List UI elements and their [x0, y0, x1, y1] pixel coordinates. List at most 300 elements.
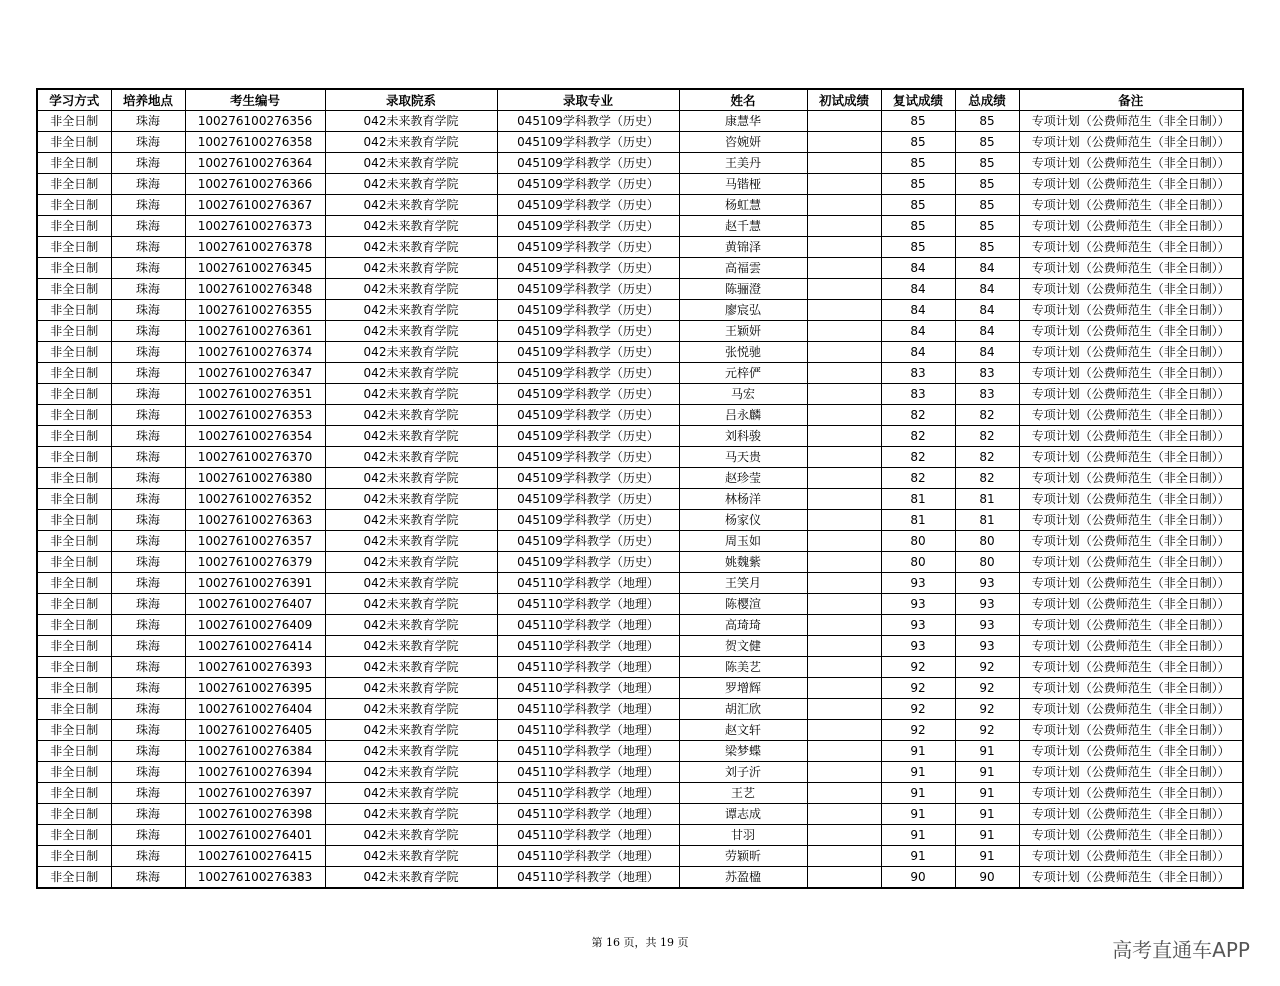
- cell-total-score: 82: [955, 447, 1019, 468]
- cell-prelim-score: [807, 153, 881, 174]
- cell-candidate-id: 100276100276374: [185, 342, 325, 363]
- cell-major: 045109学科教学（历史）: [497, 153, 679, 174]
- cell-name: 马宏: [679, 384, 807, 405]
- admission-table: [36, 88, 1244, 889]
- column-header-name: 姓名: [679, 89, 807, 111]
- cell-name: 刘科骏: [679, 426, 807, 447]
- cell-remarks: 专项计划（公费师范生（非全日制））: [1019, 573, 1243, 594]
- cell-location: 珠海: [111, 153, 185, 174]
- cell-retest-score: 84: [881, 300, 955, 321]
- cell-total-score: 80: [955, 531, 1019, 552]
- cell-location: 珠海: [111, 258, 185, 279]
- cell-department: 042未来教育学院: [325, 258, 497, 279]
- table-row: [37, 846, 1243, 867]
- cell-department: 042未来教育学院: [325, 531, 497, 552]
- cell-department: 042未来教育学院: [325, 573, 497, 594]
- table-row: [37, 258, 1243, 279]
- cell-study-mode: 非全日制: [37, 300, 111, 321]
- cell-name: 刘子沂: [679, 762, 807, 783]
- cell-remarks: 专项计划（公费师范生（非全日制））: [1019, 174, 1243, 195]
- cell-name: 元梓俨: [679, 363, 807, 384]
- cell-retest-score: 84: [881, 321, 955, 342]
- cell-total-score: 92: [955, 720, 1019, 741]
- cell-department: 042未来教育学院: [325, 762, 497, 783]
- table-row: [37, 573, 1243, 594]
- table-row: [37, 447, 1243, 468]
- cell-remarks: 专项计划（公费师范生（非全日制））: [1019, 468, 1243, 489]
- cell-major: 045110学科教学（地理）: [497, 741, 679, 762]
- cell-name: 贺文健: [679, 636, 807, 657]
- column-header-candidate-id: 考生编号: [185, 89, 325, 111]
- cell-prelim-score: [807, 279, 881, 300]
- table-row: [37, 699, 1243, 720]
- table-row: [37, 615, 1243, 636]
- cell-major: 045109学科教学（历史）: [497, 300, 679, 321]
- cell-department: 042未来教育学院: [325, 363, 497, 384]
- cell-total-score: 83: [955, 363, 1019, 384]
- cell-department: 042未来教育学院: [325, 741, 497, 762]
- cell-candidate-id: 100276100276394: [185, 762, 325, 783]
- cell-name: 王艺: [679, 783, 807, 804]
- cell-total-score: 85: [955, 153, 1019, 174]
- cell-department: 042未来教育学院: [325, 426, 497, 447]
- cell-candidate-id: 100276100276409: [185, 615, 325, 636]
- cell-candidate-id: 100276100276353: [185, 405, 325, 426]
- cell-location: 珠海: [111, 447, 185, 468]
- table-row: [37, 300, 1243, 321]
- cell-candidate-id: 100276100276354: [185, 426, 325, 447]
- table-row: [37, 762, 1243, 783]
- cell-study-mode: 非全日制: [37, 636, 111, 657]
- cell-department: 042未来教育学院: [325, 321, 497, 342]
- cell-location: 珠海: [111, 405, 185, 426]
- cell-candidate-id: 100276100276379: [185, 552, 325, 573]
- cell-name: 林杨洋: [679, 489, 807, 510]
- cell-candidate-id: 100276100276380: [185, 468, 325, 489]
- cell-candidate-id: 100276100276405: [185, 720, 325, 741]
- cell-study-mode: 非全日制: [37, 405, 111, 426]
- cell-location: 珠海: [111, 489, 185, 510]
- cell-candidate-id: 100276100276345: [185, 258, 325, 279]
- cell-total-score: 85: [955, 174, 1019, 195]
- cell-total-score: 91: [955, 804, 1019, 825]
- cell-prelim-score: [807, 447, 881, 468]
- cell-candidate-id: 100276100276383: [185, 867, 325, 889]
- cell-retest-score: 92: [881, 720, 955, 741]
- cell-retest-score: 83: [881, 384, 955, 405]
- cell-department: 042未来教育学院: [325, 342, 497, 363]
- cell-retest-score: 85: [881, 111, 955, 132]
- cell-major: 045109学科教学（历史）: [497, 447, 679, 468]
- cell-location: 珠海: [111, 573, 185, 594]
- cell-study-mode: 非全日制: [37, 279, 111, 300]
- cell-study-mode: 非全日制: [37, 846, 111, 867]
- cell-prelim-score: [807, 573, 881, 594]
- cell-prelim-score: [807, 720, 881, 741]
- table-row: [37, 678, 1243, 699]
- table-row: [37, 237, 1243, 258]
- cell-study-mode: 非全日制: [37, 552, 111, 573]
- cell-remarks: 专项计划（公费师范生（非全日制））: [1019, 279, 1243, 300]
- cell-remarks: 专项计划（公费师范生（非全日制））: [1019, 111, 1243, 132]
- cell-major: 045109学科教学（历史）: [497, 258, 679, 279]
- cell-candidate-id: 100276100276378: [185, 237, 325, 258]
- cell-study-mode: 非全日制: [37, 258, 111, 279]
- cell-retest-score: 93: [881, 636, 955, 657]
- cell-study-mode: 非全日制: [37, 867, 111, 889]
- cell-candidate-id: 100276100276391: [185, 573, 325, 594]
- cell-total-score: 84: [955, 321, 1019, 342]
- cell-study-mode: 非全日制: [37, 825, 111, 846]
- cell-location: 珠海: [111, 825, 185, 846]
- cell-prelim-score: [807, 342, 881, 363]
- cell-remarks: 专项计划（公费师范生（非全日制））: [1019, 195, 1243, 216]
- cell-prelim-score: [807, 489, 881, 510]
- cell-retest-score: 92: [881, 699, 955, 720]
- table-row: [37, 720, 1243, 741]
- cell-location: 珠海: [111, 279, 185, 300]
- cell-major: 045110学科教学（地理）: [497, 846, 679, 867]
- cell-location: 珠海: [111, 363, 185, 384]
- cell-total-score: 84: [955, 342, 1019, 363]
- cell-name: 黄锦泽: [679, 237, 807, 258]
- table-row: [37, 384, 1243, 405]
- cell-remarks: 专项计划（公费师范生（非全日制））: [1019, 405, 1243, 426]
- cell-study-mode: 非全日制: [37, 594, 111, 615]
- cell-name: 高福雲: [679, 258, 807, 279]
- cell-location: 珠海: [111, 531, 185, 552]
- table-row: [37, 195, 1243, 216]
- cell-total-score: 85: [955, 216, 1019, 237]
- cell-department: 042未来教育学院: [325, 720, 497, 741]
- cell-location: 珠海: [111, 720, 185, 741]
- cell-candidate-id: 100276100276351: [185, 384, 325, 405]
- cell-major: 045109学科教学（历史）: [497, 363, 679, 384]
- cell-name: 陈骊澄: [679, 279, 807, 300]
- cell-total-score: 84: [955, 279, 1019, 300]
- cell-location: 珠海: [111, 174, 185, 195]
- cell-total-score: 81: [955, 489, 1019, 510]
- cell-retest-score: 84: [881, 258, 955, 279]
- column-header-total-score: 总成绩: [955, 89, 1019, 111]
- cell-remarks: 专项计划（公费师范生（非全日制））: [1019, 867, 1243, 889]
- cell-study-mode: 非全日制: [37, 657, 111, 678]
- table-row: [37, 216, 1243, 237]
- cell-department: 042未来教育学院: [325, 405, 497, 426]
- cell-candidate-id: 100276100276363: [185, 510, 325, 531]
- cell-prelim-score: [807, 867, 881, 889]
- cell-study-mode: 非全日制: [37, 384, 111, 405]
- cell-location: 珠海: [111, 867, 185, 889]
- column-header-department: 录取院系: [325, 89, 497, 111]
- cell-study-mode: 非全日制: [37, 321, 111, 342]
- cell-prelim-score: [807, 741, 881, 762]
- cell-remarks: 专项计划（公费师范生（非全日制））: [1019, 552, 1243, 573]
- cell-name: 赵珍莹: [679, 468, 807, 489]
- watermark-text: 高考直通车APP: [1112, 938, 1250, 962]
- cell-remarks: 专项计划（公费师范生（非全日制））: [1019, 447, 1243, 468]
- cell-remarks: 专项计划（公费师范生（非全日制））: [1019, 237, 1243, 258]
- cell-prelim-score: [807, 216, 881, 237]
- cell-total-score: 81: [955, 510, 1019, 531]
- cell-name: 赵千慧: [679, 216, 807, 237]
- cell-location: 珠海: [111, 300, 185, 321]
- cell-name: 姚魏紫: [679, 552, 807, 573]
- cell-candidate-id: 100276100276364: [185, 153, 325, 174]
- cell-study-mode: 非全日制: [37, 783, 111, 804]
- cell-retest-score: 83: [881, 363, 955, 384]
- cell-candidate-id: 100276100276357: [185, 531, 325, 552]
- cell-retest-score: 85: [881, 174, 955, 195]
- table-row: [37, 741, 1243, 762]
- cell-location: 珠海: [111, 237, 185, 258]
- cell-name: 咨婉妍: [679, 132, 807, 153]
- cell-name: 康慧华: [679, 111, 807, 132]
- cell-prelim-score: [807, 363, 881, 384]
- cell-remarks: 专项计划（公费师范生（非全日制））: [1019, 132, 1243, 153]
- cell-department: 042未来教育学院: [325, 447, 497, 468]
- cell-major: 045109学科教学（历史）: [497, 132, 679, 153]
- column-header-prelim-score: 初试成绩: [807, 89, 881, 111]
- cell-prelim-score: [807, 657, 881, 678]
- cell-total-score: 82: [955, 426, 1019, 447]
- cell-prelim-score: [807, 531, 881, 552]
- cell-retest-score: 82: [881, 447, 955, 468]
- cell-major: 045109学科教学（历史）: [497, 321, 679, 342]
- cell-total-score: 93: [955, 594, 1019, 615]
- cell-major: 045109学科教学（历史）: [497, 468, 679, 489]
- cell-total-score: 92: [955, 699, 1019, 720]
- cell-retest-score: 85: [881, 153, 955, 174]
- cell-total-score: 91: [955, 741, 1019, 762]
- cell-department: 042未来教育学院: [325, 468, 497, 489]
- cell-total-score: 85: [955, 111, 1019, 132]
- cell-retest-score: 85: [881, 132, 955, 153]
- cell-department: 042未来教育学院: [325, 174, 497, 195]
- cell-location: 珠海: [111, 510, 185, 531]
- cell-retest-score: 91: [881, 762, 955, 783]
- cell-prelim-score: [807, 615, 881, 636]
- cell-retest-score: 93: [881, 615, 955, 636]
- cell-retest-score: 91: [881, 846, 955, 867]
- cell-name: 杨虹慧: [679, 195, 807, 216]
- cell-major: 045109学科教学（历史）: [497, 237, 679, 258]
- table-row: [37, 111, 1243, 132]
- column-header-location: 培养地点: [111, 89, 185, 111]
- cell-location: 珠海: [111, 741, 185, 762]
- cell-name: 梁梦蝶: [679, 741, 807, 762]
- cell-candidate-id: 100276100276358: [185, 132, 325, 153]
- cell-major: 045110学科教学（地理）: [497, 615, 679, 636]
- cell-department: 042未来教育学院: [325, 804, 497, 825]
- cell-major: 045109学科教学（历史）: [497, 111, 679, 132]
- cell-candidate-id: 100276100276367: [185, 195, 325, 216]
- cell-major: 045109学科教学（历史）: [497, 342, 679, 363]
- header-row: [37, 89, 1243, 111]
- cell-candidate-id: 100276100276356: [185, 111, 325, 132]
- table-row: [37, 468, 1243, 489]
- cell-major: 045110学科教学（地理）: [497, 657, 679, 678]
- cell-name: 王颖妍: [679, 321, 807, 342]
- cell-total-score: 92: [955, 657, 1019, 678]
- table-header: [37, 89, 1243, 111]
- cell-remarks: 专项计划（公费师范生（非全日制））: [1019, 531, 1243, 552]
- cell-total-score: 83: [955, 384, 1019, 405]
- cell-location: 珠海: [111, 636, 185, 657]
- cell-total-score: 85: [955, 195, 1019, 216]
- cell-major: 045110学科教学（地理）: [497, 783, 679, 804]
- cell-study-mode: 非全日制: [37, 720, 111, 741]
- cell-department: 042未来教育学院: [325, 594, 497, 615]
- cell-location: 珠海: [111, 846, 185, 867]
- cell-study-mode: 非全日制: [37, 195, 111, 216]
- table-row: [37, 594, 1243, 615]
- cell-remarks: 专项计划（公费师范生（非全日制））: [1019, 762, 1243, 783]
- cell-study-mode: 非全日制: [37, 342, 111, 363]
- cell-major: 045109学科教学（历史）: [497, 426, 679, 447]
- cell-retest-score: 93: [881, 573, 955, 594]
- table-row: [37, 489, 1243, 510]
- cell-location: 珠海: [111, 426, 185, 447]
- cell-name: 甘羽: [679, 825, 807, 846]
- cell-remarks: 专项计划（公费师范生（非全日制））: [1019, 825, 1243, 846]
- cell-department: 042未来教育学院: [325, 237, 497, 258]
- cell-major: 045110学科教学（地理）: [497, 804, 679, 825]
- table-row: [37, 321, 1243, 342]
- table-row: [37, 363, 1243, 384]
- table-row: [37, 153, 1243, 174]
- cell-department: 042未来教育学院: [325, 678, 497, 699]
- cell-remarks: 专项计划（公费师范生（非全日制））: [1019, 741, 1243, 762]
- cell-department: 042未来教育学院: [325, 846, 497, 867]
- cell-study-mode: 非全日制: [37, 153, 111, 174]
- cell-major: 045110学科教学（地理）: [497, 867, 679, 889]
- cell-department: 042未来教育学院: [325, 153, 497, 174]
- table-row: [37, 426, 1243, 447]
- cell-retest-score: 85: [881, 237, 955, 258]
- cell-candidate-id: 100276100276407: [185, 594, 325, 615]
- cell-department: 042未来教育学院: [325, 279, 497, 300]
- cell-name: 苏盈楹: [679, 867, 807, 889]
- cell-study-mode: 非全日制: [37, 489, 111, 510]
- column-header-remarks: 备注: [1019, 89, 1243, 111]
- cell-prelim-score: [807, 783, 881, 804]
- cell-study-mode: 非全日制: [37, 447, 111, 468]
- cell-total-score: 84: [955, 300, 1019, 321]
- cell-major: 045109学科教学（历史）: [497, 510, 679, 531]
- cell-candidate-id: 100276100276366: [185, 174, 325, 195]
- cell-retest-score: 91: [881, 741, 955, 762]
- cell-study-mode: 非全日制: [37, 804, 111, 825]
- cell-retest-score: 81: [881, 510, 955, 531]
- cell-department: 042未来教育学院: [325, 489, 497, 510]
- cell-remarks: 专项计划（公费师范生（非全日制））: [1019, 846, 1243, 867]
- cell-prelim-score: [807, 132, 881, 153]
- cell-remarks: 专项计划（公费师范生（非全日制））: [1019, 342, 1243, 363]
- cell-study-mode: 非全日制: [37, 699, 111, 720]
- cell-remarks: 专项计划（公费师范生（非全日制））: [1019, 489, 1243, 510]
- cell-study-mode: 非全日制: [37, 174, 111, 195]
- cell-candidate-id: 100276100276355: [185, 300, 325, 321]
- table-body: [37, 111, 1243, 889]
- cell-remarks: 专项计划（公费师范生（非全日制））: [1019, 153, 1243, 174]
- cell-name: 周玉如: [679, 531, 807, 552]
- table-row: [37, 405, 1243, 426]
- cell-retest-score: 82: [881, 468, 955, 489]
- cell-study-mode: 非全日制: [37, 426, 111, 447]
- cell-study-mode: 非全日制: [37, 132, 111, 153]
- cell-name: 马锴桠: [679, 174, 807, 195]
- cell-prelim-score: [807, 825, 881, 846]
- cell-department: 042未来教育学院: [325, 132, 497, 153]
- cell-candidate-id: 100276100276404: [185, 699, 325, 720]
- cell-location: 珠海: [111, 678, 185, 699]
- cell-department: 042未来教育学院: [325, 699, 497, 720]
- cell-retest-score: 93: [881, 594, 955, 615]
- cell-study-mode: 非全日制: [37, 531, 111, 552]
- cell-total-score: 82: [955, 405, 1019, 426]
- cell-prelim-score: [807, 510, 881, 531]
- cell-remarks: 专项计划（公费师范生（非全日制））: [1019, 216, 1243, 237]
- cell-name: 马天贵: [679, 447, 807, 468]
- cell-remarks: 专项计划（公费师范生（非全日制））: [1019, 720, 1243, 741]
- table-row: [37, 342, 1243, 363]
- cell-retest-score: 85: [881, 216, 955, 237]
- cell-name: 劳颖昕: [679, 846, 807, 867]
- cell-retest-score: 92: [881, 678, 955, 699]
- cell-prelim-score: [807, 195, 881, 216]
- cell-major: 045110学科教学（地理）: [497, 678, 679, 699]
- cell-candidate-id: 100276100276415: [185, 846, 325, 867]
- cell-remarks: 专项计划（公费师范生（非全日制））: [1019, 804, 1243, 825]
- cell-total-score: 80: [955, 552, 1019, 573]
- cell-department: 042未来教育学院: [325, 636, 497, 657]
- table-row: [37, 552, 1243, 573]
- cell-name: 廖宸弘: [679, 300, 807, 321]
- cell-prelim-score: [807, 846, 881, 867]
- cell-remarks: 专项计划（公费师范生（非全日制））: [1019, 321, 1243, 342]
- cell-prelim-score: [807, 762, 881, 783]
- cell-major: 045110学科教学（地理）: [497, 573, 679, 594]
- cell-retest-score: 82: [881, 405, 955, 426]
- cell-location: 珠海: [111, 657, 185, 678]
- cell-major: 045109学科教学（历史）: [497, 531, 679, 552]
- cell-major: 045109学科教学（历史）: [497, 552, 679, 573]
- cell-study-mode: 非全日制: [37, 741, 111, 762]
- cell-name: 罗增辉: [679, 678, 807, 699]
- cell-location: 珠海: [111, 342, 185, 363]
- cell-location: 珠海: [111, 804, 185, 825]
- cell-candidate-id: 100276100276347: [185, 363, 325, 384]
- cell-department: 042未来教育学院: [325, 510, 497, 531]
- cell-remarks: 专项计划（公费师范生（非全日制））: [1019, 615, 1243, 636]
- cell-candidate-id: 100276100276401: [185, 825, 325, 846]
- cell-major: 045109学科教学（历史）: [497, 279, 679, 300]
- cell-remarks: 专项计划（公费师范生（非全日制））: [1019, 426, 1243, 447]
- cell-location: 珠海: [111, 384, 185, 405]
- cell-prelim-score: [807, 300, 881, 321]
- cell-prelim-score: [807, 258, 881, 279]
- cell-study-mode: 非全日制: [37, 573, 111, 594]
- cell-study-mode: 非全日制: [37, 111, 111, 132]
- cell-study-mode: 非全日制: [37, 237, 111, 258]
- cell-remarks: 专项计划（公费师范生（非全日制））: [1019, 300, 1243, 321]
- cell-location: 珠海: [111, 195, 185, 216]
- cell-remarks: 专项计划（公费师范生（非全日制））: [1019, 384, 1243, 405]
- cell-location: 珠海: [111, 552, 185, 573]
- cell-name: 胡汇欣: [679, 699, 807, 720]
- cell-remarks: 专项计划（公费师范生（非全日制））: [1019, 657, 1243, 678]
